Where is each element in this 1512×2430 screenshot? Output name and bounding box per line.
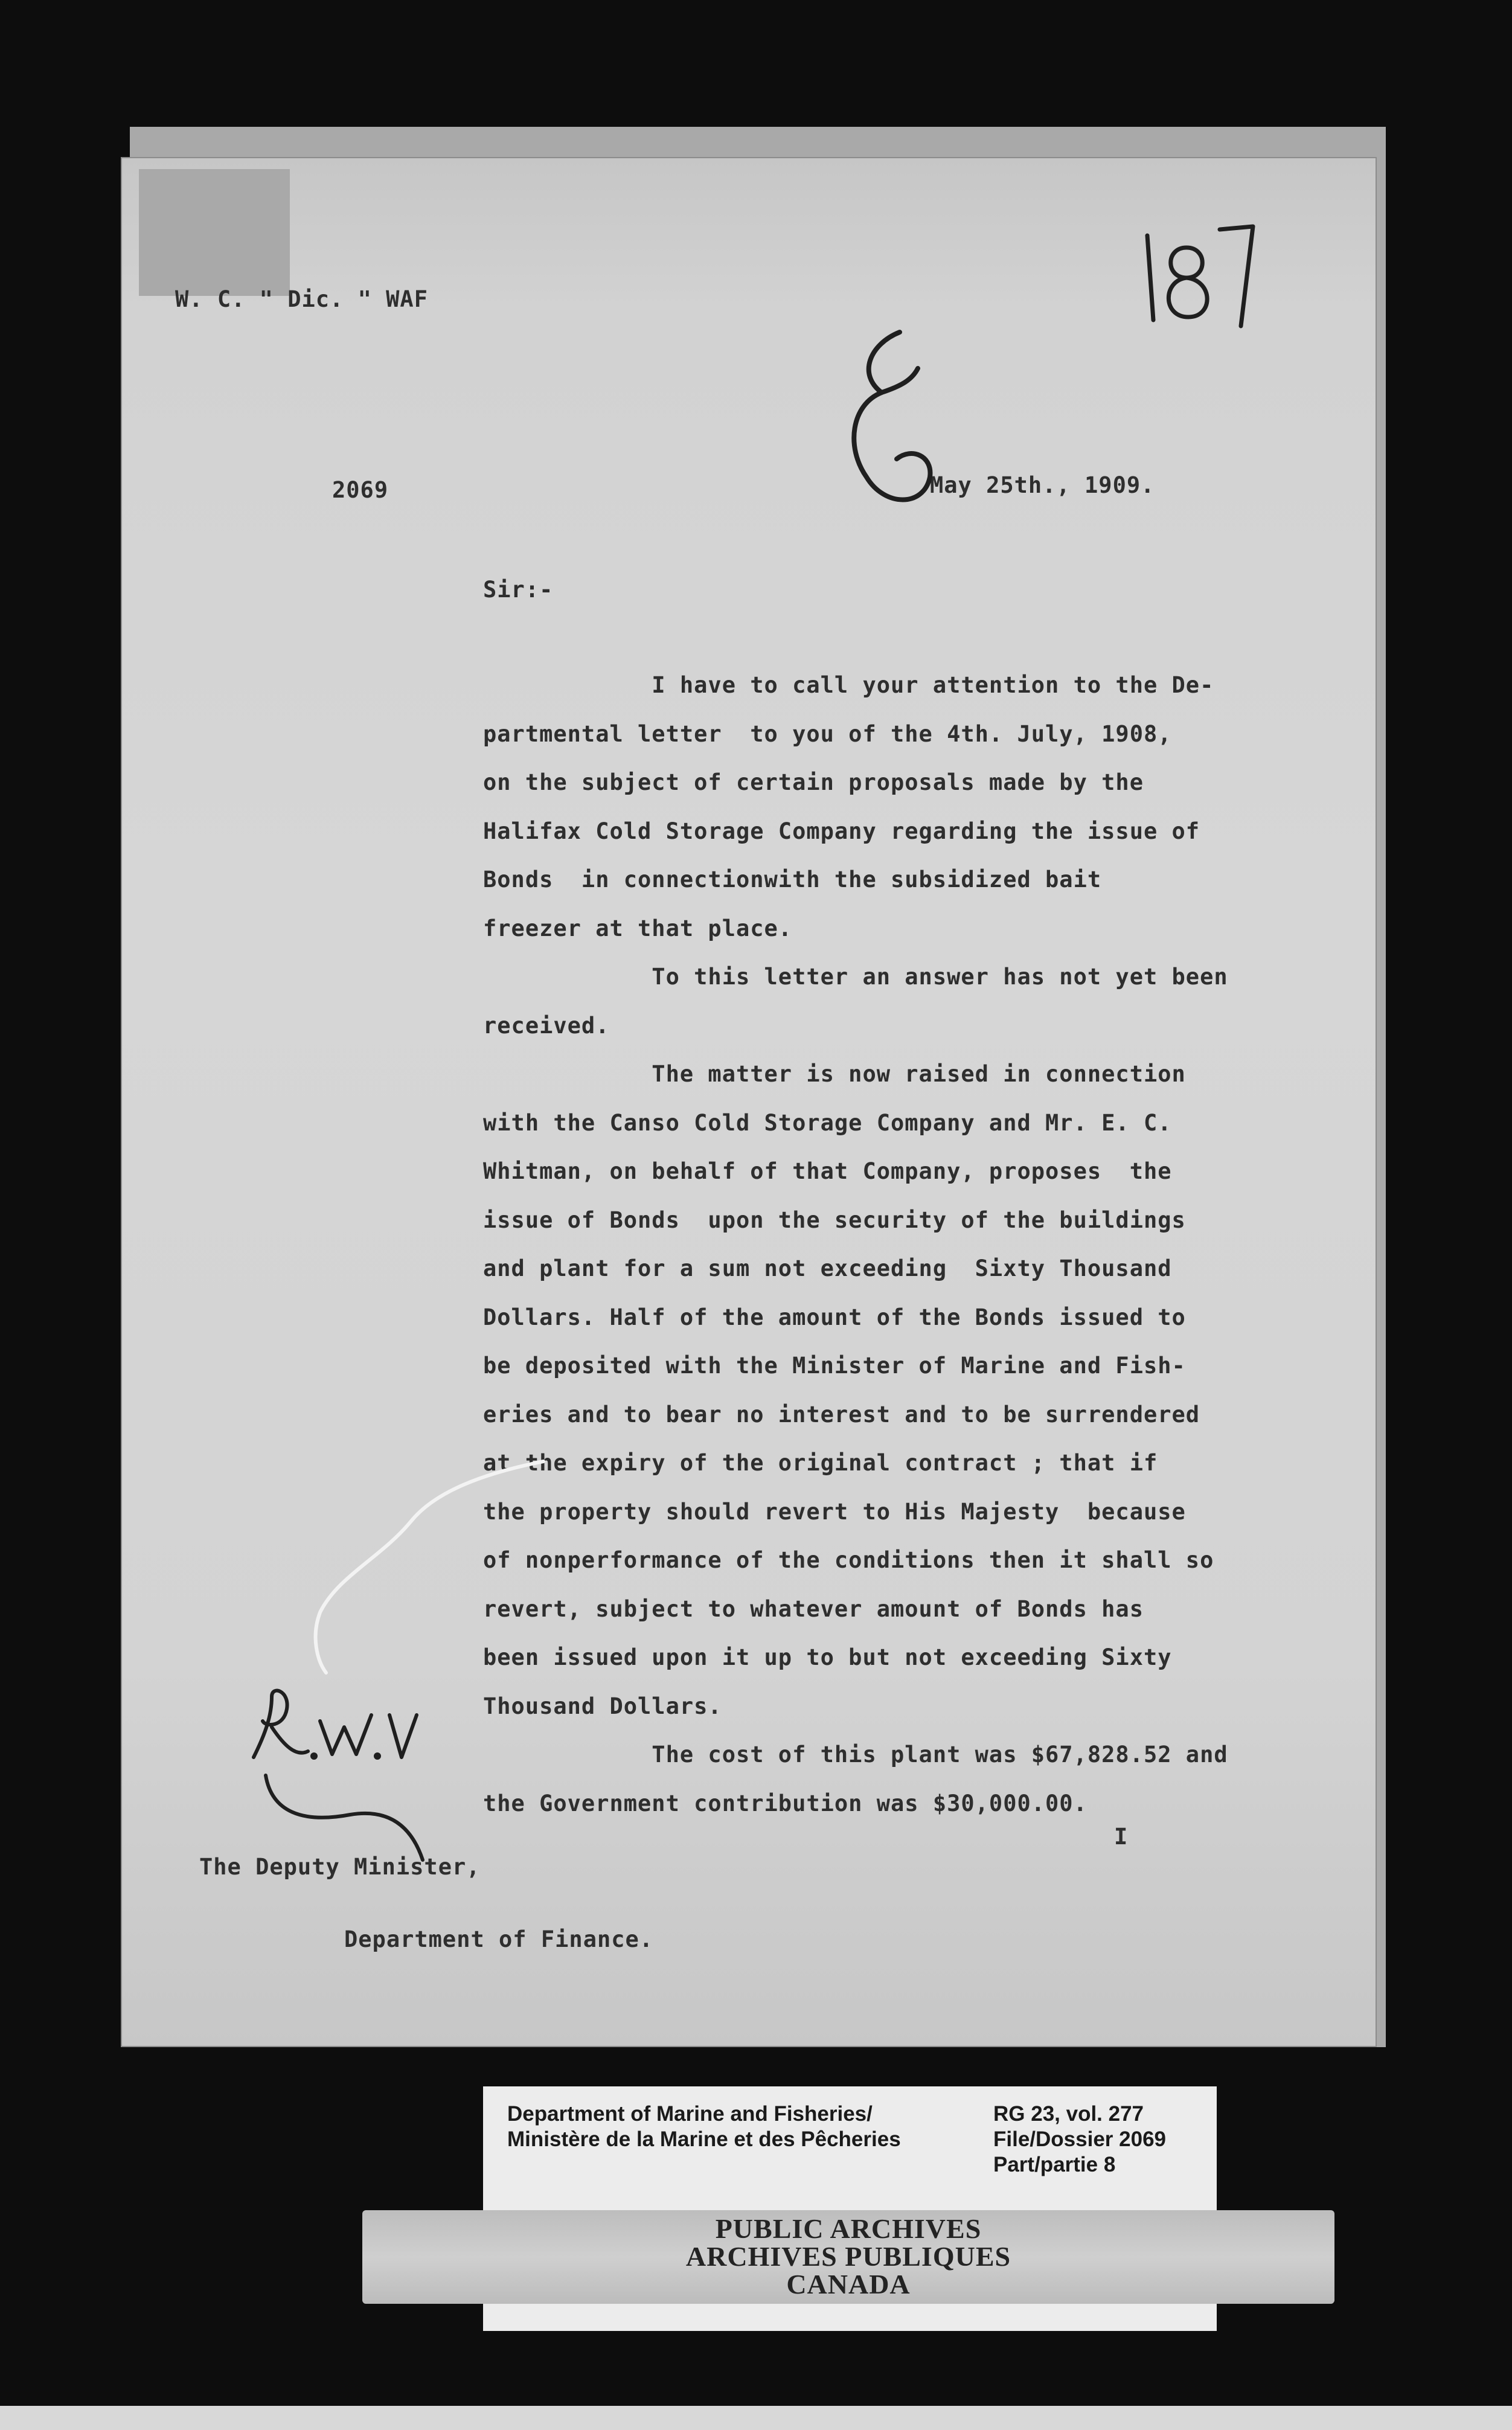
archive-stamp (362, 2210, 1334, 2304)
body-line: The cost of this plant was $67,828.52 and (483, 1742, 1228, 1768)
body-line: The matter is now raised in connection (483, 1061, 1186, 1087)
body-line: eries and to bear no interest and to be surrendered (483, 1401, 1200, 1428)
body-line: with the Canso Cold Storage Company and Mr. E. C. (483, 1109, 1172, 1136)
body-line: Dollars. Half of the amount of the Bonds issued to (483, 1304, 1186, 1330)
body-line: Whitman, on behalf of that Company, proposes the (483, 1158, 1172, 1184)
body-line: Halifax Cold Storage Company regarding the issue of (483, 818, 1200, 844)
film-edge-strip (0, 2406, 1512, 2430)
body-line: Thousand Dollars. (483, 1693, 722, 1719)
body-line: freezer at that place. (483, 915, 793, 941)
body-line: on the subject of certain proposals made by the (483, 769, 1144, 795)
body-line: To this letter an answer has not yet been (483, 964, 1228, 990)
label-department-fr: Ministère de la Marine et des Pêcheries (507, 2127, 901, 2151)
body-line: partmental letter to you of the 4th. July, 1908, (483, 720, 1172, 747)
body-line: the property should revert to His Majesty because (483, 1498, 1186, 1525)
body-line: Bonds in connectionwith the subsidized bait (483, 867, 1102, 893)
body-line: be deposited with the Minister of Marine and Fish- (483, 1353, 1186, 1379)
stamp-line: CANADA (786, 2269, 911, 2300)
label-department-en: Department of Marine and Fisheries/ (507, 2102, 873, 2126)
body-line: issue of Bonds upon the security of the buildings (483, 1207, 1186, 1233)
archive-label (483, 2086, 1217, 2195)
corner-tab (139, 169, 290, 296)
label-file: File/Dossier 2069 (993, 2127, 1166, 2151)
body-line: been issued upon it up to but not exceeding Sixty (483, 1644, 1172, 1670)
body-line: received. (483, 1012, 610, 1039)
body-line: revert, subject to whatever amount of Bonds has (483, 1595, 1144, 1622)
label-part: Part/partie 8 (993, 2153, 1116, 2176)
file-number: 2069 (332, 477, 389, 503)
stamp-line: ARCHIVES PUBLIQUES (685, 2241, 1011, 2272)
body-line: at the expiry of the original contract ; that if (483, 1450, 1158, 1476)
dictation-code: W. C. " Dic. " WAF (175, 286, 428, 312)
salutation: Sir:- (483, 577, 554, 603)
page-mark: I (1114, 1824, 1129, 1850)
letter-date: May 25th., 1909. (930, 472, 1155, 498)
body-line: and plant for a sum not exceeding Sixty Thousand (483, 1255, 1172, 1281)
letter-body (483, 661, 1228, 1828)
addressee-department: Department of Finance. (344, 1926, 654, 1952)
body-line: the Government contribution was $30,000.00. (483, 1790, 1088, 1816)
addressee: The Deputy Minister, (199, 1854, 481, 1880)
body-line: of nonperformance of the conditions then it shall so (483, 1547, 1214, 1573)
label-record-group: RG 23, vol. 277 (993, 2102, 1144, 2126)
body-line: I have to call your attention to the De- (483, 672, 1214, 698)
stamp-line: PUBLIC ARCHIVES (715, 2213, 982, 2244)
